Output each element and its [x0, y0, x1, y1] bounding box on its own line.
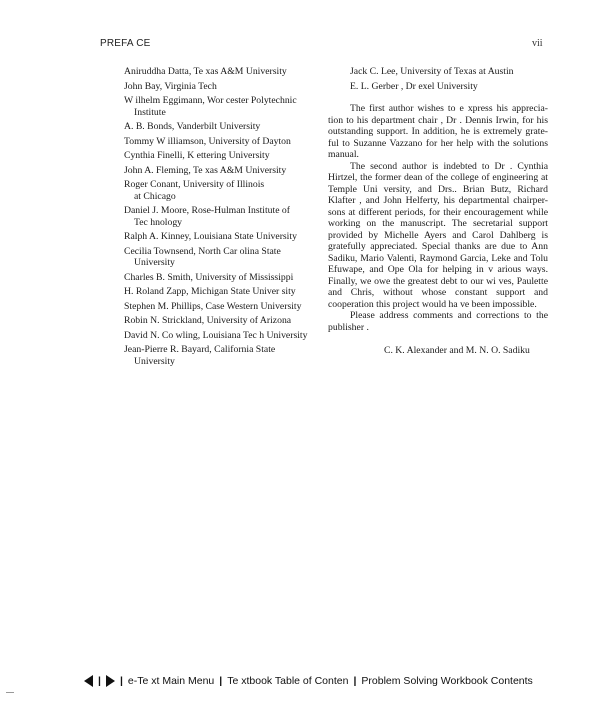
next-page-icon[interactable] [106, 675, 115, 687]
reviewer-entry: Cecilia Townsend, North Car olina State University [124, 245, 281, 268]
reviewer-entry: Charles B. Smith, University of Mississippi [124, 271, 294, 283]
reviewer-entry: Robin N. Strickland, University of Arizona [124, 315, 292, 326]
nav-separator: | [98, 675, 101, 687]
acknowledgment-paragraph-first-author: The first author wishes to e xpress his apprecia-tion to his department chair , Dr . Dennis Irwin, for his outstanding support. In addition, he is extremely grate-ful to Suzanne Vazzano for her help with the solutions manual. [328, 103, 548, 160]
contact-paragraph: Please address comments and corrections to the publisher . [328, 310, 548, 333]
nav-separator: | [119, 675, 123, 687]
nav-separator: | [219, 675, 223, 687]
workbook-contents-link[interactable]: Problem Solving Workbook Contents [361, 675, 533, 687]
running-header-section: PREFA CE [100, 38, 151, 49]
reviewer-entry: John A. Fleming, Te xas A&M University [124, 164, 287, 176]
reviewer-entry: E. L. Gerber , Dr exel University [350, 80, 478, 92]
reviewer-entry: Ralph A. Kinney, Louisiana State University [124, 231, 297, 242]
reviewer-entry: John Bay, Virginia Tech [124, 80, 217, 92]
reviewer-entry: Aniruddha Datta, Te xas A&M University [124, 66, 287, 77]
author-signature: C. K. Alexander and M. N. O. Sadiku [384, 345, 530, 356]
textbook-table-of-contents-link[interactable]: Te xtbook Table of Conten [227, 675, 349, 687]
reviewer-entry: Stephen M. Phillips, Case Western University [124, 300, 302, 312]
etext-main-menu-link[interactable]: e-Te xt Main Menu [127, 675, 215, 687]
reviewer-entry: David N. Co wling, Louisiana Tec h University [124, 329, 308, 341]
reviewer-entry: Jean-Pierre R. Bayard, California State University [124, 344, 276, 367]
reviewer-entry: A. B. Bonds, Vanderbilt University [124, 121, 261, 132]
acknowledgments-column [328, 66, 548, 357]
page-number: vii [532, 38, 543, 49]
reviewer-entry: W ilhelm Eggimann, Wor cester Polytechnic Institute [124, 95, 297, 118]
reviewer-entry: H. Roland Zapp, Michigan State Univer sity [124, 286, 296, 297]
reviewer-entry: Cynthia Finelli, K ettering University [124, 150, 270, 161]
reviewer-entry: Roger Conant, University of Illinois at Chicago [124, 179, 265, 202]
corner-mark [6, 692, 14, 693]
navigation-footer [84, 675, 564, 687]
reviewer-entry: Jack C. Lee, University of Texas at Austin [350, 66, 514, 77]
reviewers-list-left [124, 66, 324, 370]
acknowledgment-paragraph-second-author: The second author is indebted to Dr . Cynthia Hirtzel, the former dean of the college of engineering at Temple Uni versity, and Drs.. Brian Butz, Richard Klafter , and John Helferty, his departmental chairper-sons at different periods, for their encouragement while working on the manuscript. The secretarial support provided by Michelle Ayers and Carol Dahlberg is gratefully appreciated. Special thanks are due to Ann Sadiku, Mario Valenti, Raymond Garcia, Leke and Tolu Efuwape, and Ope Ola for helping in v arious ways. Finally, we owe the greatest debt to our wi ves, Paulette and Chris, without whose constant support and cooperation this project would ha ve been impossible. [328, 160, 548, 310]
reviewer-entry: Tommy W illiamson, University of Dayton [124, 135, 291, 147]
previous-page-icon[interactable] [84, 675, 93, 687]
reviewer-entry: Daniel J. Moore, Rose-Hulman Institute of Tec hnology [124, 205, 291, 228]
nav-separator: | [353, 675, 357, 687]
